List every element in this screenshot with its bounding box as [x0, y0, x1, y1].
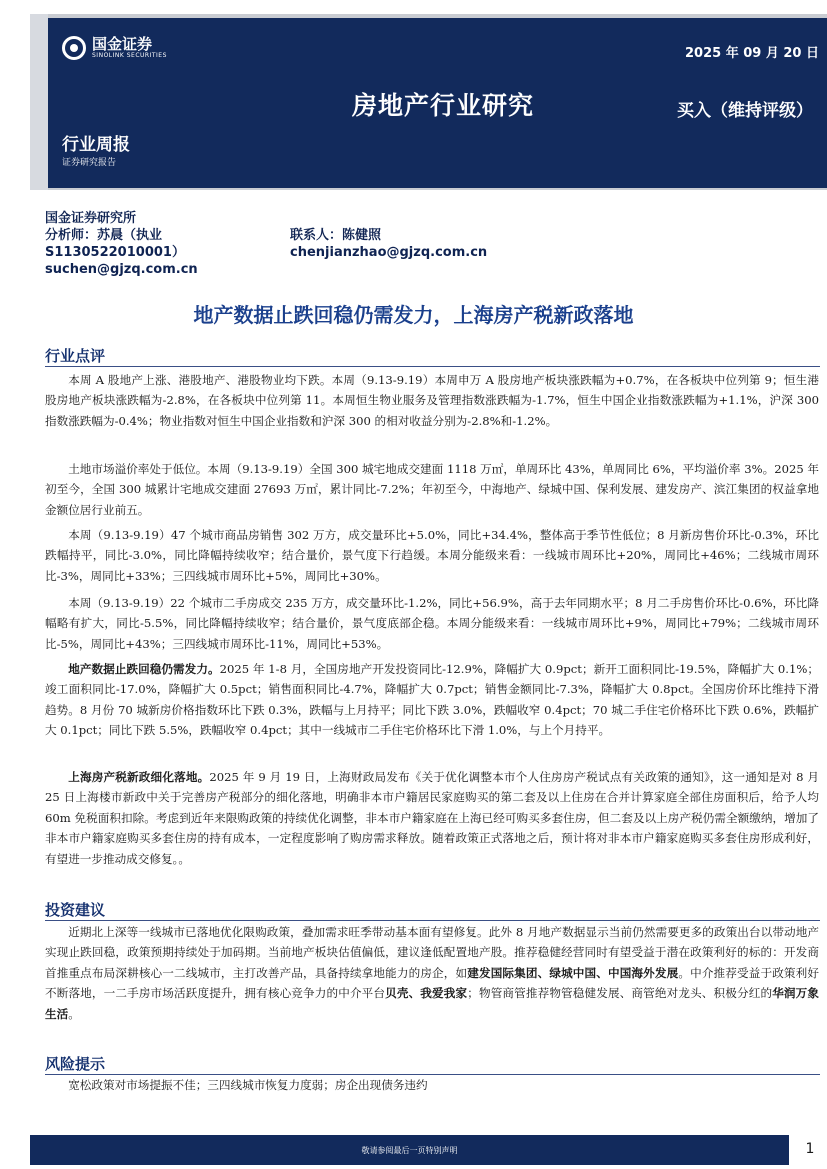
footer-disclaimer[interactable]: 敬请参阅最后一页特别声明: [361, 1145, 458, 1155]
investment-text: 。中介推荐受益于政策利好不断落地，一二手房市场活跃度提升，拥有核心竞争力的中介平台: [45, 965, 819, 1001]
page-number: 1: [805, 1141, 815, 1157]
paragraph-second-hand: 本周（9.13-9.19）22 个城市二手房成交 235 万方，成交量环比-1.2%，同比+56.9%，高于去年同期水平；8 月二手房售价环比-0.6%，环比降幅略有扩大，同比-5.5%，同比降幅持续收窄；结合量价，景气度底部企稳。本周分能级来看：一线城市周环比+9%，周同比+79%；二线城市周环比-5%，周同比+43%；三四线城市周环比-11%，周同比+53%。: [45, 596, 819, 651]
banner-strip: [30, 14, 48, 190]
section-title-risk: 风险提示: [45, 1055, 106, 1073]
investment-text: ；物管商管推荐物管稳健发展、商管绝对龙头、积极分红的: [467, 986, 773, 1001]
analyst-email[interactable]: suchen@gjzq.com.cn: [45, 262, 198, 277]
agency-picks: 贝壳、我爱我家: [385, 986, 468, 1001]
logo-icon: [62, 36, 86, 60]
contact-email[interactable]: chenjianzhao@gjzq.com.cn: [290, 245, 488, 260]
institute-name: 国金证券研究所: [45, 211, 137, 226]
paragraph-risk: 宽松政策对市场提振不佳；三四线城市恢复力度弱；房企出现债务违约: [68, 1078, 428, 1092]
paragraph-market: 本周 A 股地产上涨、港股地产、港股物业均下跌。本周（9.13-9.19）本周申万 A 股房地产板块涨跌幅为+0.7%，在各板块中位列第 9；恒生港股房地产板块涨跌幅为-2.8%，在各板块中位列第 11。本周恒生物业服务及管理指数涨跌幅为-1.7%，恒生中国企业指数涨跌幅为+1.1%，沪深 300 指数涨跌幅为-0.4%；物业指数对恒生中国企业指数和沪深 300 的相对收益分别为-2.8%和-1.2%。: [45, 373, 819, 428]
investment-text: 近期北上深等一线城市已落地优化限购政策，叠加需求旺季带动基本面有望修复。此外 8 月地产数据显示当前仍然需要更多的政策出台以带动地产实现止跌回稳，政策预期持续处于加码期。当前地产板块估值偏低，建议逢低配置地产股。推荐稳健经营同时有望受益于潜在政策利好的标的：开发商首推重点布局深耕核心一二线城市，主打改善产品，具备持续拿地能力的房企，如: [45, 925, 819, 980]
section-divider: [45, 366, 820, 367]
paragraph-shanghai-body: 2025 年 9 月 19 日，上海财政局发布《关于优化调整本市个人住房房产税试点有关政策的通知》，这一通知是对 8 月 25 日上海楼市新政中关于完善房产税部分的细化落地，明确非本市户籍居民家庭购买的第二套及以上住房在合并计算家庭全部住房面积后，给予人均 60m 免税面积扣除。考虑到近年来限购政策的持续优化调整，非本市户籍家庭在上海已经可购买多套住房，但二套及以上房产税仍需全额缴纳，增加了非本市户籍家庭购买多套住房的持有成本，一定程度影响了购房需求释放。随着政策正式落地之后，预计将对非本市户籍家庭购买多套住房形成利好，有望进一步推动成交修复。。: [45, 770, 819, 866]
report-date: 2025 年 09 月 20 日: [685, 46, 819, 61]
logo-name-en: SINOLINK SECURITIES: [92, 52, 167, 59]
paragraph-shanghai: [45, 767, 819, 869]
paragraph-data-body: 2025 年 1-8 月，全国房地产开发投资同比-12.9%，降幅扩大 0.9pct；新开工面积同比-19.5%，降幅扩大 0.1%；竣工面积同比-17.0%，降幅扩大 0.5pct；销售面积同比-4.7%，降幅扩大 0.7pct；销售金额同比-7.3%，降幅扩大 0.8pct。全国房价环比维持下滑趋势。8 月份 70 城新房价格指数环比下跌 0.3%，跌幅与上月持平；同比下跌 3.0%，跌幅收窄 0.4pct；70 城二手住宅价格环比下跌 0.6%，跌幅扩大 0.1pct；同比下跌 5.5%，跌幅收窄 0.4pct；其中一线城市二手住宅价格环比下滑 1.0%，与上个月持平。: [45, 662, 819, 738]
contact-name: 联系人：陈健照: [290, 228, 382, 243]
paragraph-land: 土地市场溢价率处于低位。本周（9.13-9.19）全国 300 城宅地成交建面 1118 万㎡，单周环比 43%，单周同比 6%，平均溢价率 3%。2025 年初至今，全国 300 城累计宅地成交建面 27693 万㎡，累计同比-7.2%；年初至今，中海地产、绿城中国、保利发展、建发房产、滨江集团的权益拿地金额位居行业前五。: [45, 462, 819, 517]
developer-picks: 建发国际集团、绿城中国、中国海外发展: [467, 965, 679, 980]
section-title-investment: 投资建议: [45, 901, 106, 919]
section-title-industry-review: 行业点评: [45, 347, 106, 365]
rating-label: 买入（维持评级）: [677, 101, 813, 121]
section-divider: [45, 920, 820, 921]
property-mgmt-pick: 华润万象生活: [45, 986, 819, 1021]
contact-block: [290, 227, 487, 261]
paragraph-data: [45, 659, 819, 741]
report-headline: 地产数据止跌回稳仍需发力，上海房产税新政落地: [193, 303, 634, 327]
footer-bar: [30, 1135, 789, 1165]
paragraph-new-home: 本周（9.13-9.19）47 个城市商品房销售 302 万方，成交量环比+5.0%，同比+34.4%，整体高于季节性低位；8 月新房售价环比-0.3%，环比跌幅持平，同比-3.0%，同比降幅持续收窄；结合量价，景气度下行趋缓。本周分能级来看：一线城市周环比+20%，周同比+46%；二线城市周环比-3%，周同比+33%；三四线城市周环比+5%，周同比+30%。: [45, 528, 819, 583]
paragraph-investment: [45, 922, 819, 1024]
report-type: 行业周报: [62, 135, 130, 155]
report-subtype: 证券研究报告: [62, 158, 117, 168]
logo-name-cn: 国金证券: [92, 35, 153, 53]
paragraph-shanghai-lead: 上海房产税新政细化落地。: [68, 770, 210, 784]
investment-text: 。: [68, 1006, 80, 1021]
analyst-block: [45, 210, 198, 278]
company-logo: [62, 36, 167, 60]
sector-title: 房地产行业研究: [352, 91, 535, 120]
paragraph-data-lead: 地产数据止跌回稳仍需发力。: [68, 662, 220, 676]
analyst-license: S1130522010001）: [45, 245, 185, 260]
analyst-name: 分析师：苏晨（执业: [45, 228, 163, 243]
